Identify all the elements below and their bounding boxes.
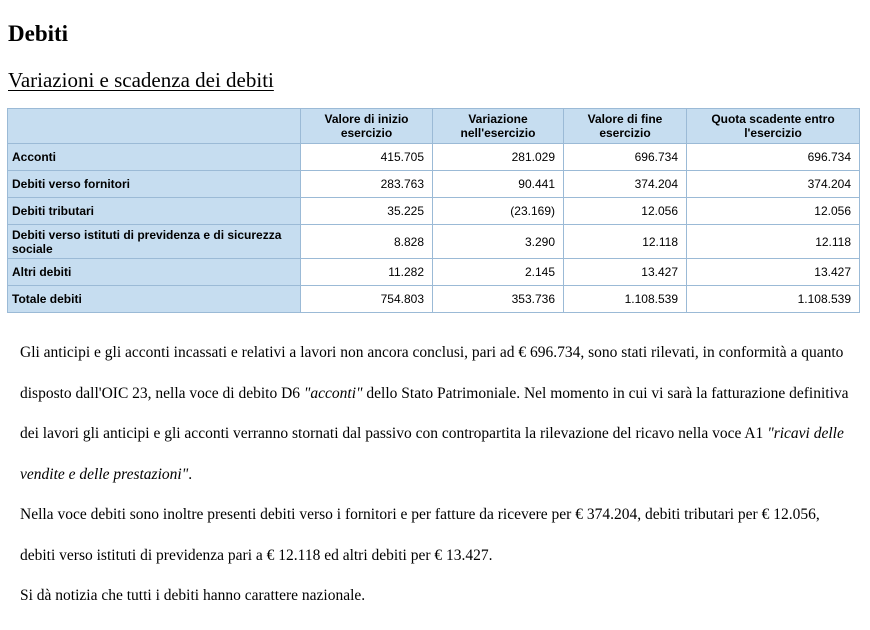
table-header-row [8, 109, 860, 144]
table-cell: 283.763 [301, 171, 433, 198]
table-cell: 13.427 [687, 259, 860, 286]
table-cell: 1.108.539 [687, 286, 860, 313]
table-cell: 353.736 [433, 286, 564, 313]
table-cell: 90.441 [433, 171, 564, 198]
paragraph-italic-text: "ricavi delle vendite e delle prestazioni" [20, 425, 844, 483]
table-cell: 281.029 [433, 144, 564, 171]
table-total-row [8, 286, 860, 313]
column-header: Valore di inizio esercizio [301, 109, 433, 144]
table-row [8, 225, 860, 259]
table-cell: 415.705 [301, 144, 433, 171]
table-cell: 3.290 [433, 225, 564, 259]
table-row [8, 198, 860, 225]
table-cell: 696.734 [687, 144, 860, 171]
row-label: Acconti [8, 144, 301, 171]
table-cell: 754.803 [301, 286, 433, 313]
paragraph-text: dello Stato Patrimoniale. Nel momento in cui vi sarà la fatturazione definitiva dei lavori gli anticipi e gli acconti verranno stornati dal passivo con contropartita la rilevazione del ricavo nella voce A1 [20, 384, 849, 442]
section-title: Debiti [8, 21, 69, 46]
row-label: Debiti verso istituti di previdenza e di sicurezza sociale [8, 225, 301, 259]
column-header: Quota scadente entro l'esercizio [687, 109, 860, 144]
table-cell: 12.118 [687, 225, 860, 259]
row-label: Altri debiti [8, 259, 301, 286]
paragraph-advances [20, 333, 850, 495]
table-cell: 35.225 [301, 198, 433, 225]
table-cell: (23.169) [433, 198, 564, 225]
table-cell: 8.828 [301, 225, 433, 259]
row-label: Totale debiti [8, 286, 301, 313]
table-corner-cell [8, 109, 301, 144]
table-cell: 2.145 [433, 259, 564, 286]
paragraph-national: Si dà notizia che tutti i debiti hanno carattere nazionale. [20, 587, 366, 604]
column-header: Valore di fine esercizio [564, 109, 687, 144]
column-header: Variazione nell'esercizio [433, 109, 564, 144]
paragraph-italic-text: "acconti" [303, 384, 363, 402]
row-label: Debiti verso fornitori [8, 171, 301, 198]
table-cell: 374.204 [564, 171, 687, 198]
row-label: Debiti tributari [8, 198, 301, 225]
table-cell: 1.108.539 [564, 286, 687, 313]
table-cell: 12.056 [564, 198, 687, 225]
paragraph-other-debts: Nella voce debiti sono inoltre presenti debiti verso i fornitori e per fatture da ricevere per € 374.204, debiti tributari per € 12.056, debiti verso istituti di previdenza pari a € 12.118 ed altri debiti per € 13.427. [20, 506, 820, 564]
table-row [8, 171, 860, 198]
paragraph-text: . [188, 465, 193, 483]
table-row [8, 259, 860, 286]
table-cell: 11.282 [301, 259, 433, 286]
table-cell: 12.118 [564, 225, 687, 259]
table-cell: 374.204 [687, 171, 860, 198]
debts-table [7, 108, 860, 313]
table-cell: 12.056 [687, 198, 860, 225]
table-cell: 13.427 [564, 259, 687, 286]
paragraph-text: Gli anticipi e gli acconti incassati e relativi a lavori non ancora conclusi, pari ad € 696.734, sono stati rilevati, in conformità a quanto disposto dall'OIC 23, nella voce di debito D6 [20, 344, 844, 402]
table-row [8, 144, 860, 171]
section-subtitle: Variazioni e scadenza dei debiti [8, 68, 274, 92]
table-cell: 696.734 [564, 144, 687, 171]
